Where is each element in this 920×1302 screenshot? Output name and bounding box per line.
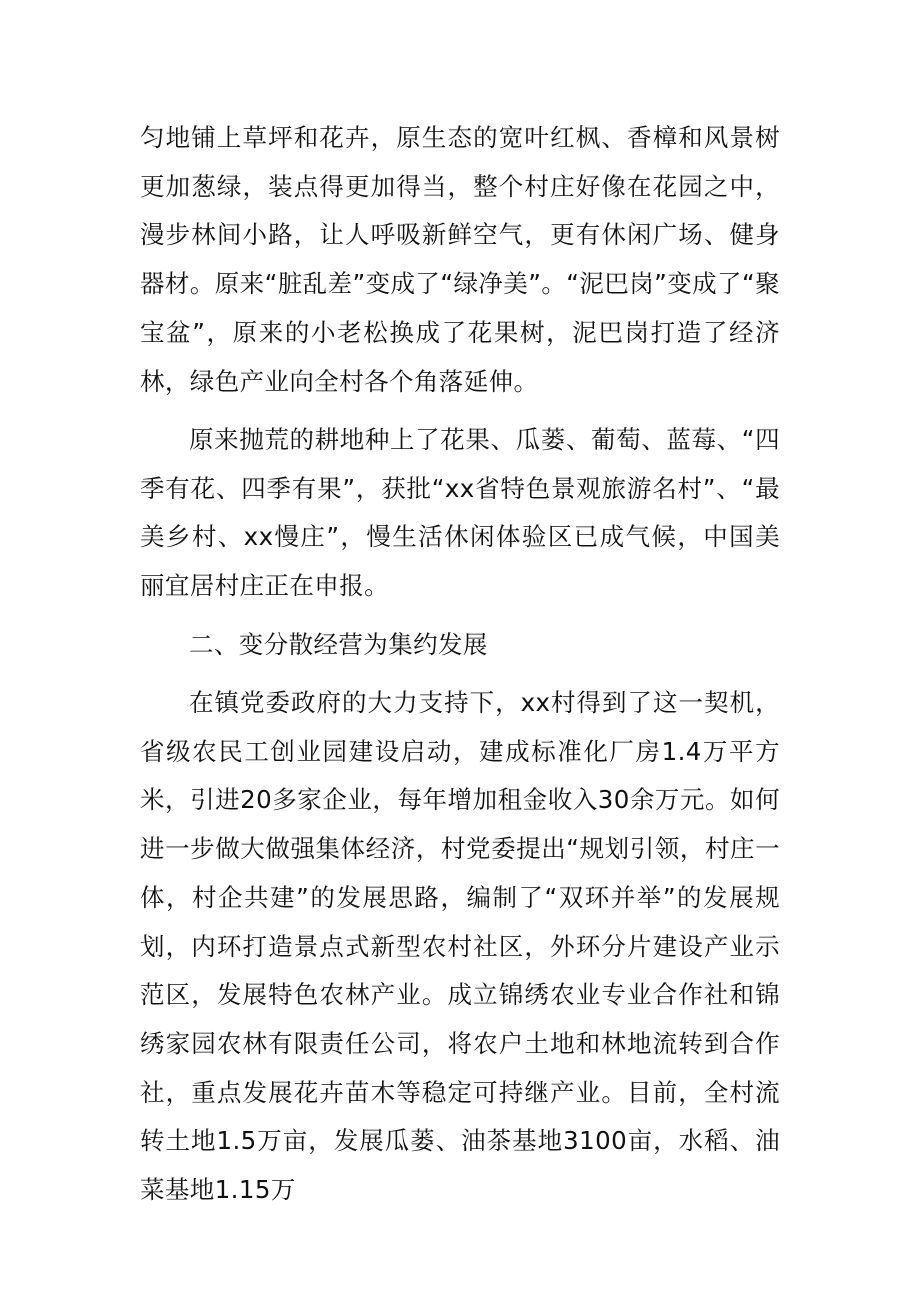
section-heading [140, 621, 780, 670]
paragraph-farmland [140, 416, 780, 611]
paragraph-text: 原来抛荒的耕地种上了花果、瓜蒌、葡萄、蓝莓、“四季有花、四季有果”，获批“xx省特色景观旅游名村”、“最美乡村、xx慢庄”，慢生活休闲体验区已成气候，中国美丽宜居村庄正在申报。 [140, 425, 780, 601]
paragraph-collective-economy [140, 679, 780, 1215]
paragraph-text: 匀地铺上草坪和花卉，原生态的宽叶红枫、香樟和风景树更加葱绿，装点得更加得当，整个村庄好像在花园之中，漫步林间小路，让人呼吸新鲜空气，更有休闲广场、健身器材。原来“脏乱差”变成了“绿净美”。“泥巴岗”变成了“聚宝盆”，原来的小老松换成了花果树，泥巴岗打造了经济林，绿色产业向全村各个角落延伸。 [140, 123, 780, 396]
paragraph-continuation [140, 114, 780, 406]
section-heading-text: 二、变分散经营为集约发展 [189, 630, 488, 659]
paragraph-text: 在镇党委政府的大力支持下，xx村得到了这一契机，省级农民工创业园建设启动，建成标准化厂房1.4万平方米，引进20多家企业，每年增加租金收入30余万元。如何进一步做大做强集体经济，村党委提出“规划引领，村庄一体，村企共建”的发展思路，编制了“双环并举”的发展规划，内环打造景点式新型农村社区，外环分片建设产业示范区，发展特色农林产业。成立锦绣农业专业合作社和锦绣家园农林有限责任公司，将农户土地和林地流转到合作社，重点发展花卉苗木等稳定可持继产业。目前，全村流转土地1.5万亩，发展瓜蒌、油茶基地3100亩，水稻、油菜基地1.15万 [140, 688, 780, 1205]
